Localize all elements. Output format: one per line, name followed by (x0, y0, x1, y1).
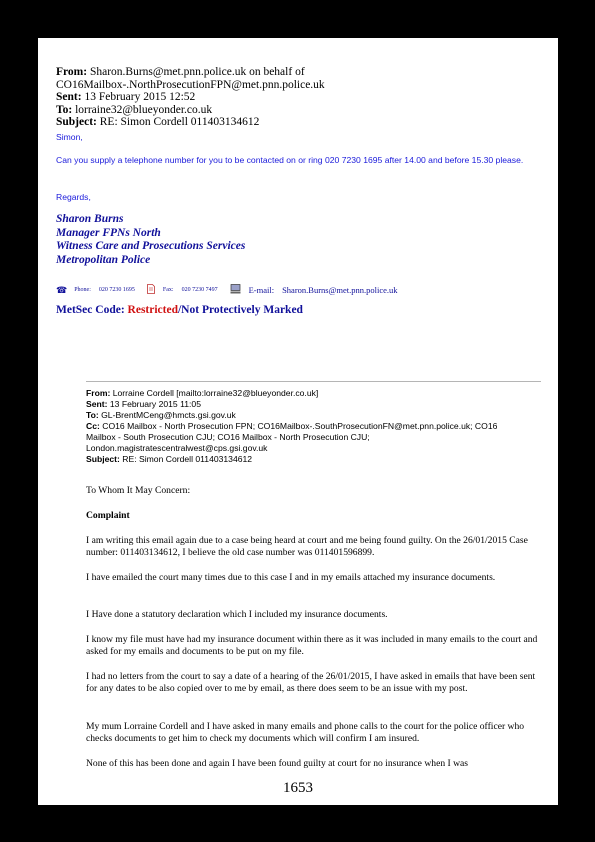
subject-line (56, 116, 546, 129)
paragraph-7: None of this has been done and again I have been found guilty at court for no insurance when I was (86, 758, 469, 769)
sent-line (56, 91, 546, 104)
inner-cc-line (86, 421, 546, 432)
fax-value: 020 7230 7497 (181, 287, 218, 294)
signature-name: Sharon Burns (56, 213, 124, 225)
inner-cc-label: Cc: (86, 421, 100, 431)
from-value: Sharon.Burns@met.pnn.police.uk on behalf of (89, 66, 305, 78)
inner-cc-cont-1: Mailbox - South Prosecution CJU; CO16 Mailbox - North Prosecution CJU; (86, 432, 370, 442)
subject-value: RE: Simon Cordell 011403134612 (99, 116, 260, 129)
inner-from-value: Lorraine Cordell [mailto:lorraine32@blueyonder.co.uk] (112, 388, 319, 398)
paragraph-6: My mum Lorraine Cordell and I have asked in many emails and phone calls to the court for the police officer who checks documents to get him to check my documents which will confirm I am insured. (86, 721, 525, 744)
email-value[interactable]: Sharon.Burns@met.pnn.police.uk (282, 285, 398, 296)
inner-cc-cont-2: London.magistratescentralwest@cps.gsi.gov.uk (86, 443, 268, 453)
metsec-classification (56, 304, 303, 316)
fax-label: Fax: (162, 287, 174, 294)
divider (86, 381, 541, 382)
to-line (56, 104, 546, 117)
from-line-cont: CO16Mailbox-.NorthProsecutionFPN@met.pnn.police.uk (56, 78, 325, 91)
phone-icon: ☎ (56, 284, 68, 295)
page-number: 1653 (283, 780, 313, 796)
inner-cc-value: CO16 Mailbox - North Prosecution FPN; CO16Mailbox-.SouthProsecutionFN@met.pnn.police.uk; CO16 (102, 421, 498, 431)
inner-subject-line (86, 454, 546, 465)
greeting: Simon, (56, 132, 83, 142)
phone-value: 020 7230 1695 (98, 287, 135, 294)
inner-from-line (86, 388, 546, 399)
paragraph-2: I have emailed the court many times due to this case I and in my emails attached my insurance documents. (86, 572, 496, 583)
metsec-label: MetSec Code: (56, 304, 125, 316)
outer-email-header (56, 66, 546, 129)
to-value: lorraine32@blueyonder.co.uk (75, 103, 213, 116)
inner-from-label: From: (86, 388, 111, 398)
paragraph-3: I Have done a statutory declaration which I included my insurance documents. (86, 609, 388, 620)
paragraph-5: I had no letters from the court to say a date of a hearing of the 26/01/2015, I have asked in emails that have been sent for any dates to be also copied over to me by email, as there does seem to be an issue with my post. (86, 671, 536, 694)
computer-icon (230, 281, 241, 299)
metsec-restricted: Restricted (127, 304, 178, 316)
paragraph-4: I know my file must have had my insurance document within there as it was included in many emails to the court and asked for my emails and documents to be put on my file. (86, 634, 538, 657)
inner-email-header (86, 388, 546, 465)
signature-block (56, 213, 245, 267)
inner-sent-label: Sent: (86, 399, 108, 409)
metsec-rest: /Not Protectively Marked (177, 304, 303, 316)
from-label: From: (56, 66, 88, 78)
inner-to-value: GL-BrentMCeng@hmcts.gsi.gov.uk (101, 410, 236, 420)
regards: Regards, (56, 192, 91, 202)
paragraph-1: I am writing this email again due to a case being heard at court and me being found guilty. On the 26/01/2015 Case number: 011403134612, I believe the old case number was 011401596899. (86, 535, 528, 558)
signature-org: Metropolitan Police (56, 253, 151, 266)
inner-to-line (86, 410, 546, 421)
subject-label: Subject: (56, 116, 97, 129)
sent-value: 13 February 2015 12:52 (84, 91, 196, 104)
phone-label: Phone: (74, 287, 91, 294)
email-label: E-mail: (248, 285, 275, 296)
inner-sent-value: 13 February 2015 11:05 (109, 399, 201, 409)
from-line (56, 66, 546, 79)
to-label: To: (56, 103, 73, 116)
complaint-heading: Complaint (86, 510, 130, 521)
document-page (38, 38, 558, 805)
inner-subject-value: RE: Simon Cordell 011403134612 (122, 454, 253, 464)
sent-label: Sent: (56, 91, 82, 104)
signature-title: Manager FPNs North (56, 226, 161, 239)
message-body: Can you supply a telephone number for you to be contacted on or ring 020 7230 1695 after 14.00 and before 15.30 please. (56, 155, 524, 165)
contact-line (56, 281, 398, 296)
salutation: To Whom It May Concern: (86, 485, 191, 496)
inner-sent-line (86, 399, 546, 410)
fax-icon (147, 281, 155, 299)
inner-subject-label: Subject: (86, 454, 120, 464)
signature-dept: Witness Care and Prosecutions Services (56, 240, 246, 252)
inner-to-label: To: (86, 410, 99, 420)
